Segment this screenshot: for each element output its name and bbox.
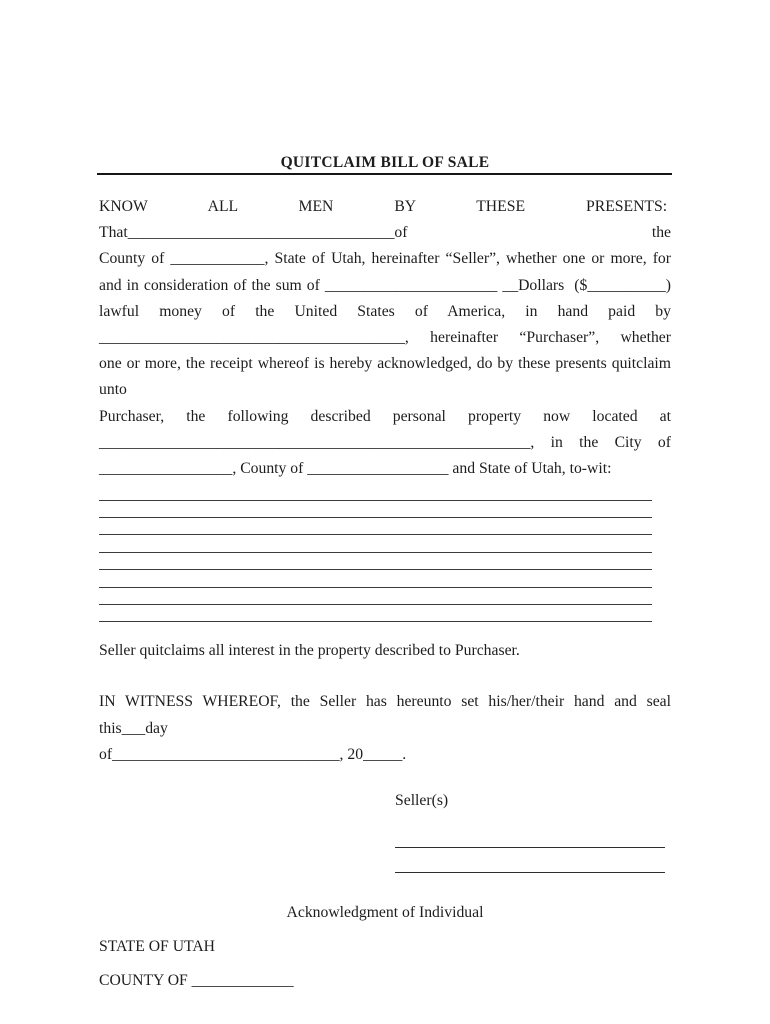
title-underline xyxy=(97,173,672,175)
paragraph-line-7: Purchaser, the following described personal property now located at xyxy=(99,407,671,425)
paragraph-line-9: _________________, County of __________________ and State of Utah, to-wit: xyxy=(99,460,612,478)
witness-clause xyxy=(99,689,671,769)
paragraph-line-8: _______________________________________________________, in the City of xyxy=(99,433,671,451)
document-title: QUITCLAIM BILL OF SALE xyxy=(280,154,490,171)
description-blank-line xyxy=(99,518,652,535)
property-description-area xyxy=(99,483,671,622)
acknowledgment-heading: Acknowledgment of Individual xyxy=(286,903,484,921)
paragraph-line-1: KNOW ALL MEN BY THESE PRESENTS: That__________________________________of the xyxy=(99,198,671,242)
county-of-line: COUNTY OF _____________ xyxy=(99,971,294,989)
seller-signature-line xyxy=(395,814,665,848)
description-blank-line xyxy=(99,605,652,622)
description-blank-line xyxy=(99,570,652,587)
signature-block xyxy=(395,788,665,873)
paragraph-line-6: one or more, the receipt whereof is hereby acknowledged, do by these presents quitclaim unto xyxy=(99,355,671,399)
paragraph-line-3: and in consideration of the sum of ______________________ __Dollars ($__________) xyxy=(99,276,671,294)
quitclaim-statement: Seller quitclaims all interest in the property described to Purchaser. xyxy=(99,642,520,660)
paragraph-line-5: _______________________________________, hereinafter “Purchaser”, whether xyxy=(99,329,671,347)
description-blank-line xyxy=(99,553,652,570)
description-blank-line xyxy=(99,535,652,552)
paragraph-line-4: lawful money of the United States of America, in hand paid by xyxy=(99,302,671,320)
document-content xyxy=(99,0,671,994)
seller-signature-label: Seller(s) xyxy=(395,791,449,809)
paragraph-line-2: County of ____________, State of Utah, hereinafter “Seller”, whether one or more, for xyxy=(99,250,671,268)
opening-paragraph xyxy=(99,194,671,482)
witness-line-1: IN WITNESS WHEREOF, the Seller has hereunto set his/her/their hand and seal this___day xyxy=(99,693,671,737)
seller-signature-line xyxy=(395,848,665,873)
description-blank-line xyxy=(99,501,652,518)
description-blank-line xyxy=(99,588,652,605)
witness-line-2: of_____________________________, 20_____. xyxy=(99,746,407,764)
description-blank-line xyxy=(99,483,652,500)
state-of-utah-line: STATE OF UTAH xyxy=(99,937,216,955)
